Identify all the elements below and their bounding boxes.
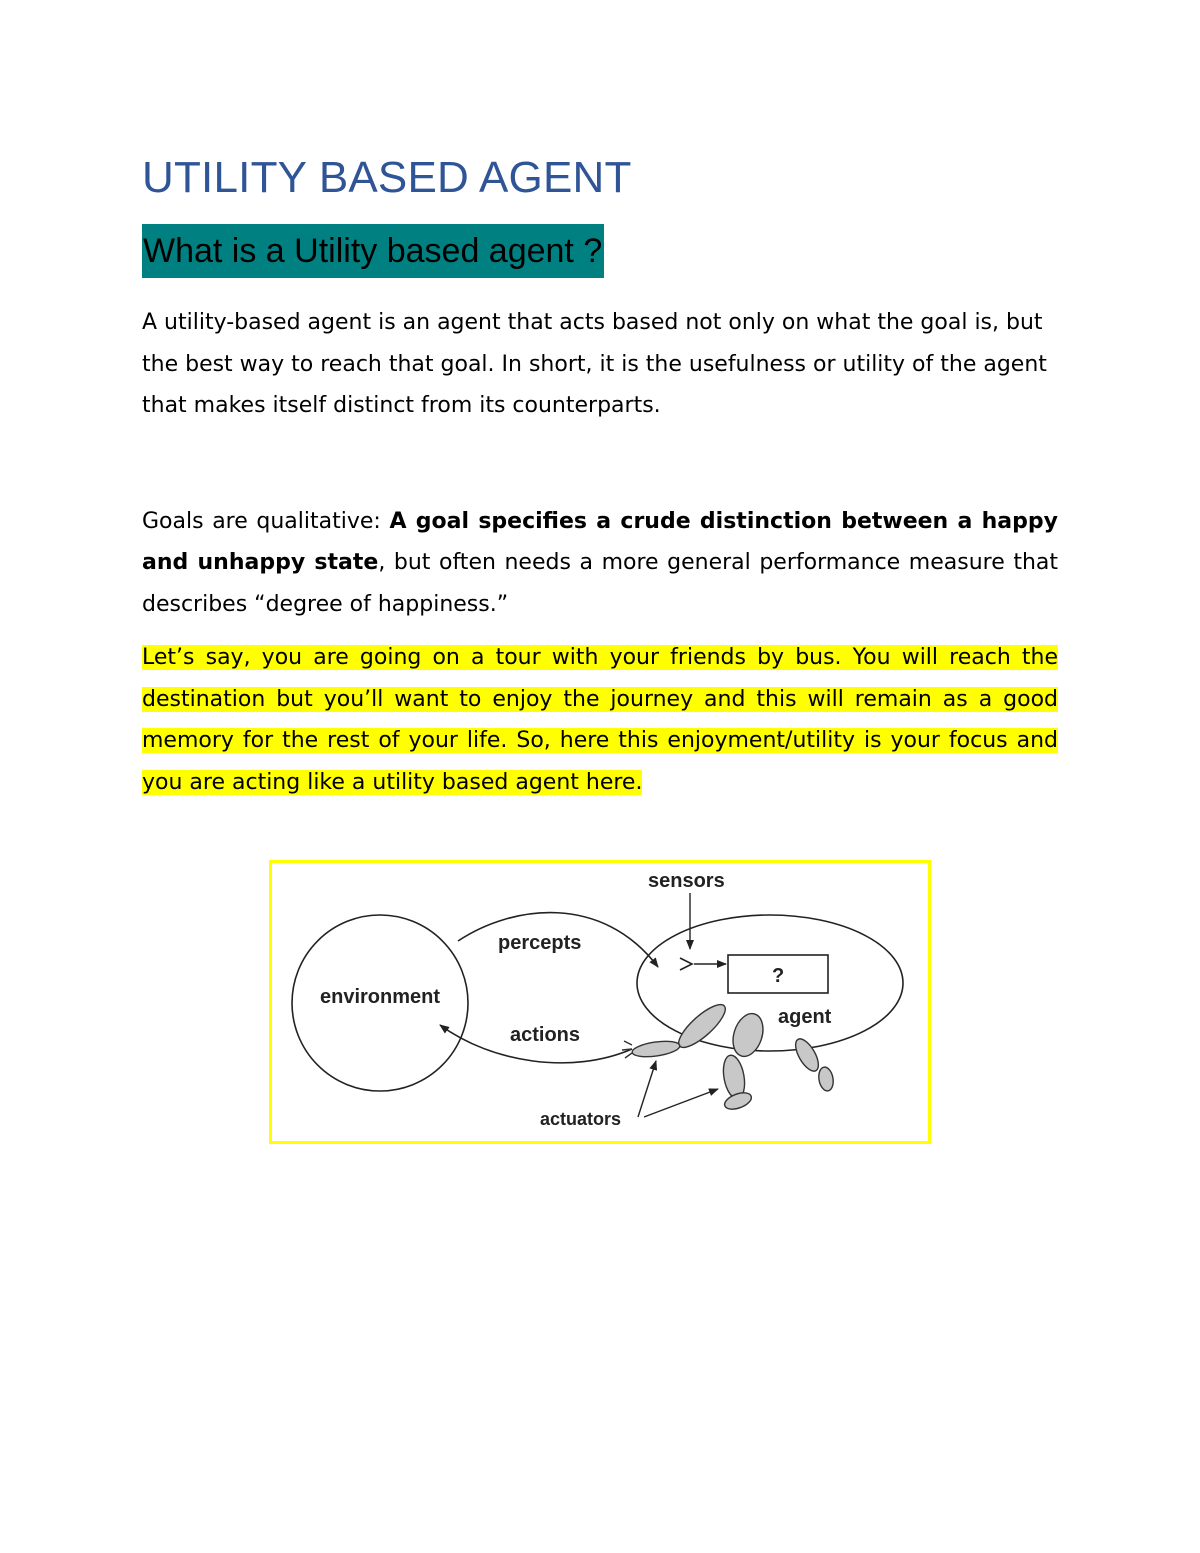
subheading-wrapper (142, 224, 1058, 282)
agent-label: agent (778, 1006, 832, 1028)
actions-label: actions (510, 1024, 581, 1046)
actuators-arrow-arm (638, 1061, 656, 1117)
agent-program-label: ? (772, 965, 785, 987)
sensor-eye-icon (680, 958, 692, 970)
upper-arm (673, 998, 731, 1053)
forearm (631, 1039, 680, 1060)
example-paragraph (142, 637, 1058, 803)
section-heading: What is a Utility based agent ? (142, 224, 604, 278)
foot (722, 1090, 753, 1113)
goals-lead-text: Goals are qualitative: (142, 508, 390, 534)
agent-environment-diagram (269, 860, 931, 1144)
diagram-svg (272, 863, 928, 1141)
environment-label: environment (320, 986, 441, 1008)
thigh (728, 1010, 768, 1060)
sensors-label: sensors (648, 870, 725, 892)
intro-paragraph: A utility-based agent is an agent that acts based not only on what the goal is, but the best way to reach that goal. In short, it is the usefulness or utility of the agent that makes itself distinct from its counterparts. (142, 310, 1047, 418)
goals-rest-text: , but often needs a more general performance measure that describes “degree of happiness.” (142, 550, 1059, 617)
hand (622, 1041, 632, 1058)
rear-foot (817, 1066, 835, 1092)
rear-leg (791, 1035, 823, 1074)
percepts-label: percepts (498, 932, 582, 954)
goals-bold-text: A goal specifies a crude distinction between a happy and unhappy state (142, 508, 1058, 575)
actuators-arrow-leg (644, 1089, 718, 1117)
goals-paragraph (142, 501, 1058, 626)
actuators-label: actuators (540, 1109, 622, 1129)
page-title: UTILITY BASED AGENT (142, 153, 632, 202)
highlighted-example-text: Let’s say, you are going on a tour with your friends by bus. You will reach the destination but you’ll want to enjoy the journey and this will remain as a good memory for the rest of your life. So, here this enjoyment/utility is your focus and you are acting like a utility based agent here. (142, 645, 1058, 795)
document-body (142, 150, 1058, 803)
